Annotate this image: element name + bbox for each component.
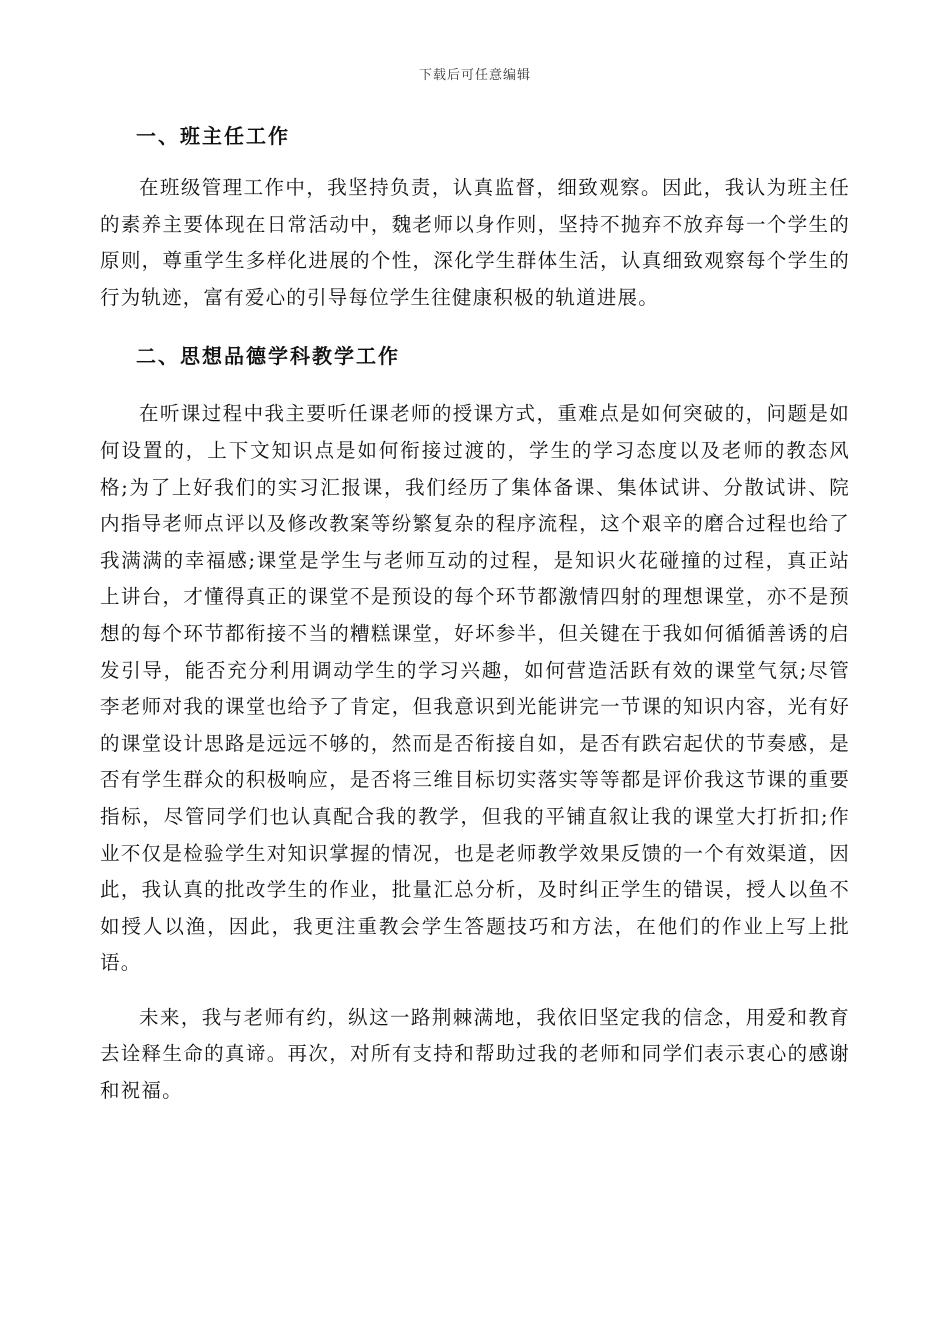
section-heading-moral-education: 二、思想品德学科教学工作 [136, 344, 400, 369]
paragraph-closing: 未来，我与老师有约，纵这一路荆棘满地，我依旧坚定我的信念，用爱和教育去诠释生命的真谛。再次，对所有支持和帮助过我的老师和同学们表示衷心的感谢和祝福。 [100, 1005, 850, 1103]
paragraph-class-teacher-work: 在班级管理工作中，我坚持负责，认真监督，细致观察。因此，我认为班主任的素养主要体现在日常活动中，魏老师以身作则，坚持不抛弃不放弃每一个学生的原则，尊重学生多样化进展的个性，深化学生群体生活，认真细致观察每个学生的行为轨迹，富有爱心的引导每位学生往健康积极的轨道进展。 [100, 176, 850, 309]
document-body [100, 118, 850, 1110]
paragraph-teaching-work: 在听课过程中我主要听任课老师的授课方式，重难点是如何突破的，问题是如何设置的，上下文知识点是如何衔接过渡的，学生的学习态度以及老师的教态风格;为了上好我们的实习汇报课，我们经历了集体备课、集体试讲、分散试讲、院内指导老师点评以及修改教案等纷繁复杂的程序流程，这个艰辛的磨合过程也给了我满满的幸福感;课堂是学生与老师互动的过程，是知识火花碰撞的过程，真正站上讲台，才懂得真正的课堂不是预设的每个环节都激情四射的理想课堂，亦不是预想的每个环节都衔接不当的糟糕课堂，好坏参半，但关键在于我如何循循善诱的启发引导，能否充分利用调动学生的学习兴趣，如何营造活跃有效的课堂气氛;尽管李老师对我的课堂也给予了肯定，但我意识到光能讲完一节课的知识内容，光有好的课堂设计思路是远远不够的，然而是否衔接自如，是否有跌宕起伏的节奏感，是否有学生群众的积极响应，是否将三维目标切实落实等等都是评价我这节课的重要指标，尽管同学们也认真配合我的教学，但我的平铺直叙让我的课堂大打折扣;作业不仅是检验学生对知识掌握的情况，也是老师教学效果反馈的一个有效渠道，因此，我认真的批改学生的作业，批量汇总分析，及时纠正学生的错误，授人以鱼不如授人以渔，因此，我更注重教会学生答题技巧和方法，在他们的作业上写上批语。 [100, 402, 850, 975]
section-heading-class-teacher: 一、班主任工作 [136, 124, 290, 148]
page-header: 下载后可任意编辑 [418, 68, 531, 83]
